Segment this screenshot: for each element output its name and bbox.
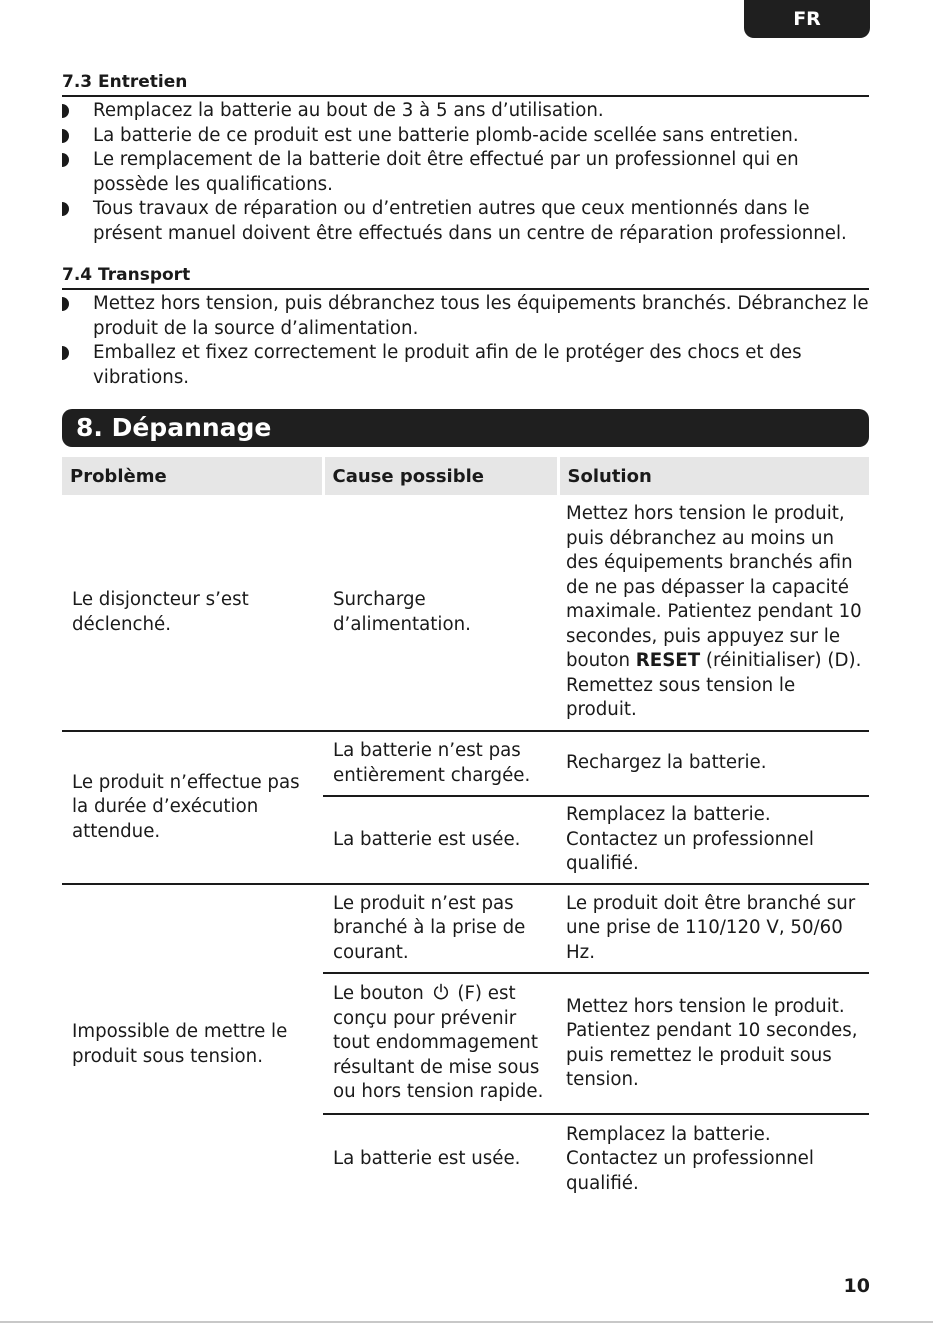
section-title-maintenance: 7.3 Entretien [62,72,869,97]
cause-cell: Surcharge d’alimentation. [333,589,471,635]
list-item: Mettez hors tension, puis débranchez tous les équipements branchés. Débranchez le produit de la source d’alimentation. [62,292,869,341]
power-icon [432,983,450,1001]
problem-cell: Impossible de mettre le produit sous tension. [62,884,323,1204]
list-item: Emballez et fixez correctement le produit afin de le protéger des chocs et des vibrations. [62,341,869,390]
bullet-icon [62,104,69,118]
table-header-row [62,457,869,495]
bullet-icon [62,297,69,311]
list-item: Le remplacement de la batterie doit être effectué par un professionnel qui en possède les qualifications. [62,148,869,197]
bullet-icon [62,153,69,167]
solution-cell: Mettez hors tension le produit. Patientez pendant 10 secondes, puis remettez le produit sous tension. [558,973,869,1114]
maintenance-list [62,99,869,246]
column-header-problem: Problème [62,457,323,495]
troubleshooting-table [62,457,869,1204]
section-title-transport: 7.4 Transport [62,265,869,290]
cause-cell: La batterie est usée. [323,1114,558,1204]
transport-list [62,292,869,390]
reset-label: RESET [635,650,701,672]
list-item: La batterie de ce produit est une batterie plomb-acide scellée sans entretien. [62,124,869,149]
column-header-solution: Solution [558,457,869,495]
solution-cell: Remplacez la batterie. Contactez un professionnel qualifié. [558,796,869,884]
list-item: Remplacez la batterie au bout de 3 à 5 ans d’utilisation. [62,99,869,124]
solution-cell: Remplacez la batterie. Contactez un professionnel qualifié. [558,1114,869,1204]
page-number: 10 [843,1275,870,1297]
table-row [62,731,869,796]
language-badge: FR [744,0,870,38]
problem-cell: Le produit n’effectue pas la durée d’exécution attendue. [62,731,323,884]
cause-cell: La batterie est usée. [323,796,558,884]
section-transport [62,265,869,390]
bullet-icon [62,202,69,216]
page-bottom-divider [0,1321,933,1323]
cause-cell: La batterie n’est pas entièrement chargée. [323,731,558,796]
bullet-icon [62,129,69,143]
chapter-title: 8. Dépannage [62,409,869,447]
table-row [62,495,869,731]
cause-cell: Le produit n’est pas branché à la prise de courant. [323,884,558,973]
bullet-icon [62,346,69,360]
cause-cell: Le bouton (F) est conçu pour prévenir tout endommagement résultant de mise sous ou hors tension rapide. [323,973,558,1114]
list-item: Tous travaux de réparation ou d’entretien autres que ceux mentionnés dans le présent manuel doivent être effectués dans un centre de réparation professionnel. [62,197,869,246]
column-header-cause: Cause possible [323,457,558,495]
section-maintenance [62,72,869,246]
table-row [62,884,869,973]
solution-cell: Le produit doit être branché sur une prise de 110/120 V, 50/60 Hz. [558,884,869,973]
solution-cell: Rechargez la batterie. [558,731,869,796]
problem-cell: Le disjoncteur s’est déclenché. [72,589,249,635]
solution-cell: Mettez hors tension le produit, puis débranchez au moins un des équipements branchés afin de ne pas dépasser la capacité maximale. Patientez pendant 10 secondes, puis appuyez sur le bouton RESET (réinitialiser) (D). Remettez sous tension le produit. [566,503,862,721]
